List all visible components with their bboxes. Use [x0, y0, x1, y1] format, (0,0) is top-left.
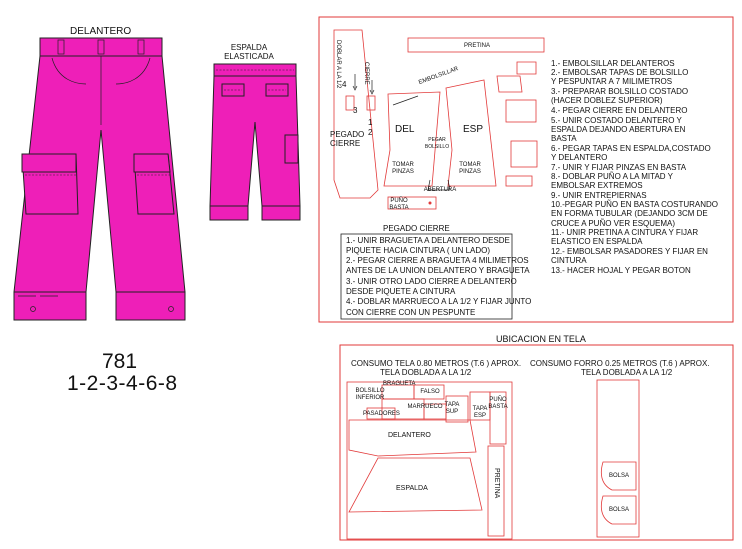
del-label: DEL: [395, 124, 415, 135]
assembly-step: Y PESPUNTAR A 7 MILIMETROS: [551, 77, 673, 86]
piece-pasadores: PASADORES: [363, 411, 400, 417]
assembly-step: 2.- EMBOLSAR TAPAS DE BOLSILLO: [551, 68, 689, 77]
assembly-step: CRUCE A PUÑO VER ESQUEMA): [551, 219, 676, 228]
zipper-line: PIQUETE HACIA CINTURA ( UN LADO): [346, 246, 491, 255]
piece-espalda: ESPALDA: [396, 485, 428, 492]
assembly-step: 4.- PEGAR CIERRE EN DELANTERO: [551, 106, 688, 115]
piece-tapa-esp: TAPA ESP: [472, 406, 488, 419]
tomar-pinzas-del: TOMAR PINZAS: [392, 162, 414, 175]
step-num-4: 4: [342, 80, 347, 89]
step-num-3: 3: [353, 106, 358, 115]
assembly-step: 9.- UNIR ENTREPIERNAS: [551, 191, 647, 200]
piece-bragueta: BRAGUETA: [383, 381, 416, 387]
lining-fold: TELA DOBLADA A LA 1/2: [581, 368, 673, 377]
fabric-fold: TELA DOBLADA A LA 1/2: [380, 368, 472, 377]
abertura-label: ABERTURA: [423, 187, 457, 193]
zipper-line: 1.- UNIR BRAGUETA A DELANTERO DESDE: [346, 236, 510, 245]
assembly-step: 6.- PEGAR TAPAS EN ESPALDA,COSTADO: [551, 144, 711, 153]
size-range: 1-2-3-4-6-8: [67, 372, 178, 395]
doblar-label: DOBLAR A LA 1/2: [335, 40, 341, 89]
assembly-step: ESPALDA DEJANDO ABERTURA EN: [551, 125, 686, 134]
piece-delantero: DELANTERO: [388, 432, 431, 439]
layout-title: UBICACION EN TELA: [496, 334, 586, 344]
assembly-step: 12.- EMBOLSAR PASADORES Y FIJAR EN: [551, 247, 708, 256]
step-num-2: 2: [368, 128, 373, 137]
assembly-step: BASTA: [551, 134, 577, 143]
assembly-step: CINTURA: [551, 256, 587, 265]
pegar-bolsillo-label: PEGAR BOLSILLO: [424, 137, 450, 150]
assembly-step: 7.- UNIR Y FIJAR PINZAS EN BASTA: [551, 163, 687, 172]
assembly-step: EN FORMA TUBULAR (DEJANDO 3CM DE: [551, 209, 708, 218]
assembly-step: ELASTICO EN ESPALDA: [551, 237, 643, 246]
piece-tapa-sup: TAPA SUP: [444, 402, 460, 415]
zipper-title: PEGADO CIERRE: [383, 224, 450, 233]
zipper-line: 4.- DOBLAR MARRUECO A LA 1/2 Y FIJAR JUNTO: [346, 297, 532, 306]
cierre-side-label: PEGADO CIERRE: [330, 130, 365, 148]
assembly-step: 13.- HACER HOJAL Y PEGAR BOTON: [551, 266, 691, 275]
zipper-line: 3.- UNIR OTRO LADO CIERRE A DELANTERO: [346, 277, 517, 286]
assembly-step: Y DELANTERO: [551, 153, 608, 162]
assembly-step: 10.-PEGAR PUÑO EN BASTA COSTURANDO: [551, 200, 718, 209]
piece-bolsa-1: BOLSA: [608, 473, 629, 479]
piece-bolsa-2: BOLSA: [608, 507, 629, 513]
piece-puno-basta: PUÑO BASTA: [488, 397, 508, 410]
zipper-line: ANTES DE LA UNION DELANTERO Y BRAGUETA: [346, 266, 530, 275]
assembly-step: 1.- EMBOLSILLAR DELANTEROS: [551, 59, 675, 68]
tomar-pinzas-esp: TOMAR PINZAS: [459, 162, 481, 175]
cierre-top-label: CIERRE: [363, 62, 369, 85]
assembly-step: 8.- DOBLAR PUÑO A LA MITAD Y: [551, 172, 673, 181]
fabric-consumption: CONSUMO TELA 0.80 METROS (T.6 ) APROX.: [351, 359, 522, 368]
step-num-1: 1: [368, 118, 373, 127]
zipper-line: DESDE PIQUETE A CINTURA: [346, 287, 456, 296]
assembly-step: 5.- UNIR COSTADO DELANTERO Y: [551, 116, 682, 125]
front-view-label: DELANTERO: [70, 26, 132, 37]
assembly-step: 3.- PREPARAR BOLSILLO COSTADO: [551, 87, 689, 96]
assembly-step: (HACER DOBLEZ SUPERIOR): [551, 96, 663, 105]
zipper-line: CON CIERRE CON UN PESPUNTE: [346, 308, 476, 317]
esp-label: ESP: [463, 124, 484, 135]
model-number: 781: [102, 350, 138, 373]
piece-bolsillo-inferior: BOLSILLO INFERIOR: [355, 388, 385, 401]
assembly-step: EMBOLSAR EXTREMOS: [551, 181, 643, 190]
back-view-label: ESPALDA ELASTICADA: [224, 43, 274, 61]
puno-basta-label: PUÑO BASTA: [389, 198, 409, 211]
assembly-step: 11.- UNIR PRETINA A CINTURA Y FIJAR: [551, 228, 699, 237]
pretina-label: PRETINA: [464, 43, 491, 49]
piece-marrueco: MARRUECO: [407, 404, 443, 410]
lining-consumption: CONSUMO FORRO 0.25 METROS (T.6 ) APROX.: [530, 359, 710, 368]
piece-falso: FALSO: [420, 389, 440, 395]
embolsillar-label: EMBOLSILLAR: [418, 66, 460, 86]
piece-pretina: PRETINA: [493, 468, 500, 499]
zipper-line: 2.- PEGAR CIERRE A BRAGUETA 4 MILIMETROS: [346, 256, 529, 265]
